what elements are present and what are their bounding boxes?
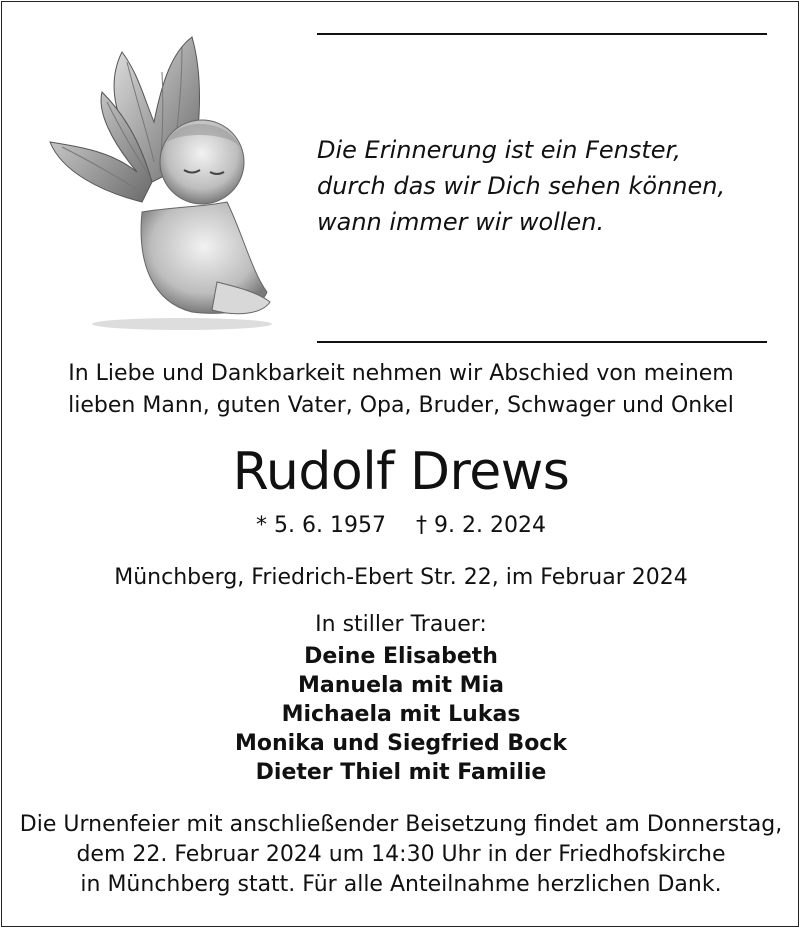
mourner-name: Deine Elisabeth xyxy=(304,644,498,669)
poem-line: wann immer wir wollen. xyxy=(317,208,605,236)
mourner-name: Michaela mit Lukas xyxy=(281,702,521,727)
ceremony-line: in Münchberg statt. Für alle Anteilnahme herzlichen Dank. xyxy=(80,872,722,897)
place-and-date: Münchberg, Friedrich-Ebert Str. 22, im Februar 2024 xyxy=(114,565,688,590)
deceased-name: Rudolf Drews xyxy=(232,442,570,502)
mourner-name: Dieter Thiel mit Familie xyxy=(255,760,547,785)
mourner-name: Manuela mit Mia xyxy=(298,673,504,698)
poem-line: Die Erinnerung ist ein Fenster, xyxy=(317,136,681,164)
bottom-divider xyxy=(317,341,767,343)
mourning-label: In stiller Trauer: xyxy=(315,612,487,637)
death-date: † 9. 2. 2024 xyxy=(416,513,546,538)
top-divider xyxy=(317,33,767,35)
intro-line: lieben Mann, guten Vater, Opa, Bruder, Schwager und Onkel xyxy=(68,393,734,418)
sleeping-angel-icon xyxy=(42,32,282,332)
poem-line: durch das wir Dich sehen können, xyxy=(317,172,726,200)
birth-date: * 5. 6. 1957 xyxy=(256,513,386,538)
mourners-list xyxy=(2,642,800,787)
ceremony-info xyxy=(2,810,800,900)
mourner-name: Monika und Siegfried Bock xyxy=(235,731,567,756)
intro-text xyxy=(2,358,800,422)
life-dates xyxy=(2,510,800,542)
ceremony-line: dem 22. Februar 2024 um 14:30 Uhr in der Friedhofskirche xyxy=(76,842,726,867)
ceremony-line: Die Urnenfeier mit anschließender Beisetzung findet am Donnerstag, xyxy=(19,812,783,837)
obituary-notice xyxy=(1,1,799,927)
intro-line: In Liebe und Dankbarkeit nehmen wir Abschied von meinem xyxy=(68,361,734,386)
poem xyxy=(317,132,777,240)
